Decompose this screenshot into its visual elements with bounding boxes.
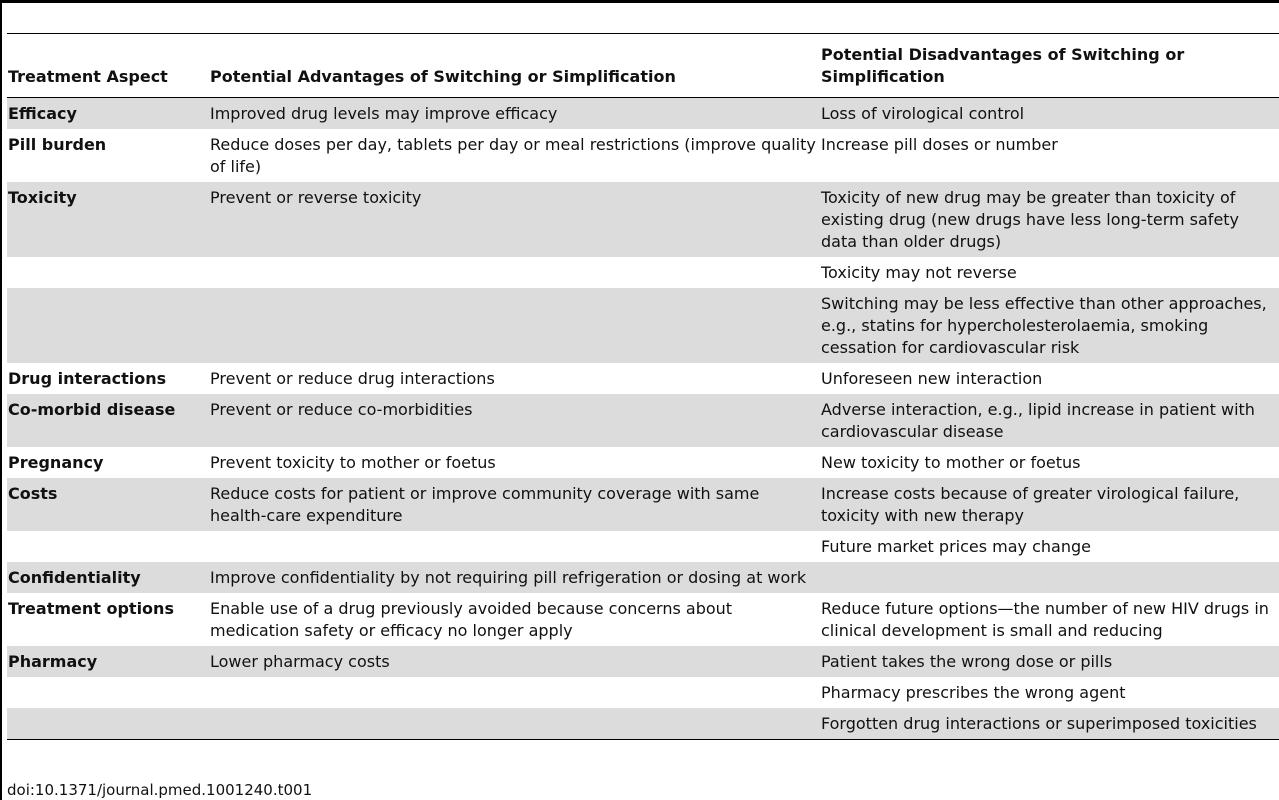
cell-advantage: Reduce doses per day, tablets per day or meal restrictions (improve quality of life) [210,135,816,176]
cell-advantage: Enable use of a drug previously avoided because concerns about medication safety or efficacy no longer apply [210,599,733,640]
cell-disadvantage: Future market prices may change [821,537,1091,556]
header-advantages: Potential Advantages of Switching or Simplification [209,34,820,98]
cell-aspect [7,531,209,562]
table-row [7,593,1279,646]
cell-disadvantage [820,562,1279,593]
table-row [7,288,1279,363]
cell-disadvantage: Pharmacy prescribes the wrong agent [821,683,1126,702]
cell-aspect [7,288,209,363]
cell-disadvantage: Toxicity may not reverse [821,263,1017,282]
table-row [7,708,1279,740]
cell-aspect: Pregnancy [8,453,104,472]
left-border [0,0,2,800]
table-row [7,394,1279,447]
table-row [7,363,1279,394]
cell-advantage: Lower pharmacy costs [209,646,820,677]
table-row [7,562,1279,593]
cell-advantage [209,708,820,740]
cell-aspect [7,708,209,740]
cell-disadvantage: Loss of virological control [820,98,1279,130]
cell-aspect [7,677,209,708]
cell-aspect: Drug interactions [8,369,167,388]
header-treatment-aspect: Treatment Aspect [7,34,209,98]
table-row [7,531,1279,562]
table-row [7,98,1279,130]
cell-advantage: Prevent or reduce co-morbidities [209,394,820,447]
cell-advantage: Improved drug levels may improve efficacy [209,98,820,130]
cell-aspect: Pharmacy [7,646,209,677]
cell-advantage: Improve confidentiality by not requiring pill refrigeration or dosing at work [209,562,820,593]
cell-aspect: Confidentiality [7,562,209,593]
doi-caption: doi:10.1371/journal.pmed.1001240.t001 [7,781,313,799]
top-rule [0,0,1279,3]
cell-advantage [209,288,820,363]
cell-disadvantage: Adverse interaction, e.g., lipid increase in patient with cardiovascular disease [820,394,1279,447]
cell-aspect: Treatment options [8,599,174,618]
table-row [7,129,1279,182]
cell-aspect: Costs [7,478,209,531]
cell-disadvantage: Forgotten drug interactions or superimposed toxicities [820,708,1279,740]
cell-advantage [209,531,820,562]
header-disadvantages: Potential Disadvantages of Switching or Simplification [820,34,1279,98]
cell-advantage: Prevent or reduce drug interactions [210,369,495,388]
table-row [7,182,1279,257]
cell-aspect: Efficacy [7,98,209,130]
cell-disadvantage: Switching may be less effective than other approaches, e.g., statins for hypercholesterolaemia, smoking cessation for cardiovascular risk [820,288,1279,363]
table-row [7,447,1279,478]
cell-disadvantage: Reduce future options—the number of new HIV drugs in clinical development is small and reducing [821,599,1269,640]
cell-aspect: Toxicity [7,182,209,257]
table-row [7,478,1279,531]
table-row [7,677,1279,708]
cell-disadvantage: New toxicity to mother or foetus [821,453,1081,472]
table-header-row [7,34,1279,98]
table-row [7,257,1279,288]
table-row [7,646,1279,677]
cell-advantage: Reduce costs for patient or improve community coverage with same health-care expenditure [209,478,820,531]
cell-disadvantage: Increase pill doses or number [821,135,1058,154]
cell-disadvantage: Patient takes the wrong dose or pills [820,646,1279,677]
cell-aspect: Pill burden [8,135,107,154]
cell-advantage [209,257,820,288]
cell-disadvantage: Toxicity of new drug may be greater than toxicity of existing drug (new drugs have less long-term safety data than older drugs) [820,182,1279,257]
cell-advantage [209,677,820,708]
cell-aspect [7,257,209,288]
treatment-table [7,34,1279,740]
cell-disadvantage: Unforeseen new interaction [821,369,1043,388]
cell-advantage: Prevent toxicity to mother or foetus [210,453,496,472]
cell-disadvantage: Increase costs because of greater virological failure, toxicity with new therapy [820,478,1279,531]
cell-aspect: Co-morbid disease [7,394,209,447]
cell-advantage: Prevent or reverse toxicity [209,182,820,257]
